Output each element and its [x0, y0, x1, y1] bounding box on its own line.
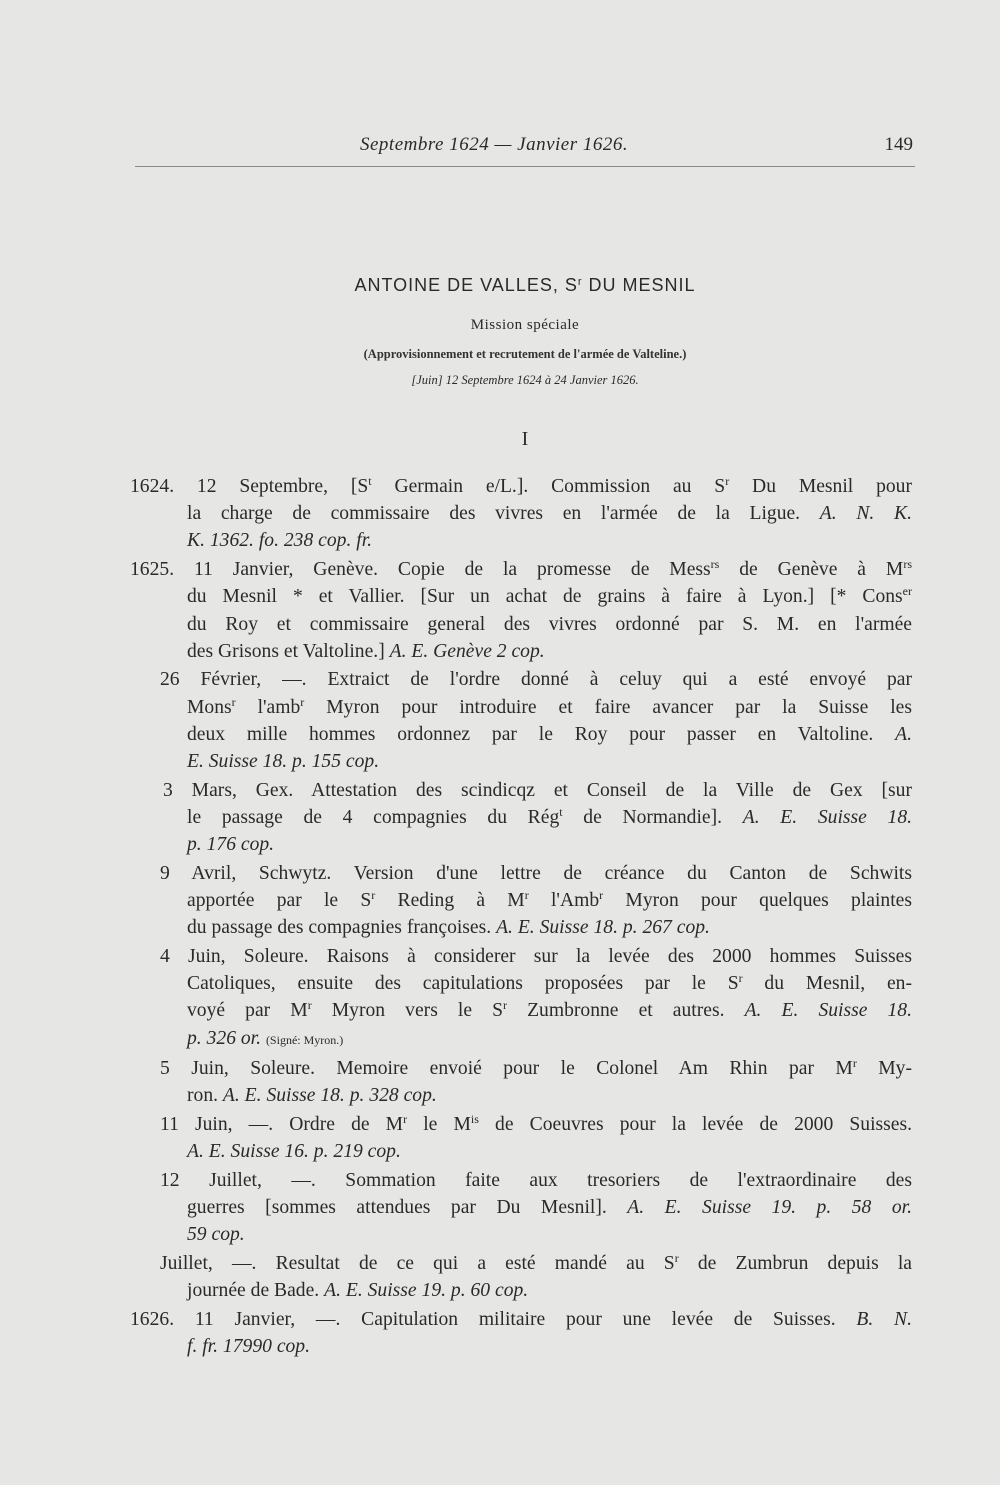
entry-line: voyé par $M^r$ Myron vers le $S^r$ Zumbronne et autres. A. E. Suisse 18.	[187, 998, 912, 1022]
entry-list	[130, 473, 912, 1362]
entry-line: la charge de commissaire des vivres en l'armée de la Ligue. A. N. K.	[187, 503, 912, 525]
running-title: Septembre 1624 — Janvier 1626.	[360, 134, 629, 155]
entry	[130, 1111, 912, 1165]
entry-line: 12 Juillet, —. Sommation faite aux tresoriers de l'extraordinaire des	[160, 1170, 912, 1192]
entry-line: 26 Février, —. Extraict de l'ordre donné à celuy qui a esté envoyé par	[160, 669, 912, 691]
entry-line: 9 Avril, Schwytz. Version d'une lettre de créance du Canton de Schwits	[160, 862, 912, 884]
entry-line: apportée par le $S^r$ Reding à $M^r$ l'Amb$^r$ Myron pour quelques plaintes	[187, 888, 912, 912]
entry	[130, 1055, 912, 1109]
entry-line: du Roy et commissaire general des vivres ordonné par S. M. en l'armée	[187, 613, 912, 635]
main-heading	[135, 270, 915, 300]
entry-line: 1625. 11 Janvier, Genève. Copie de la promesse de Mess$^{rs}$ de Genève à $M^{rs}$	[130, 557, 912, 581]
entry	[130, 556, 912, 665]
entry-line: ron. A. E. Suisse 18. p. 328 cop.	[187, 1085, 437, 1107]
entry	[130, 1306, 912, 1360]
entry-line: des Grisons et Valtoline.] A. E. Genève 2 cop.	[187, 640, 545, 662]
entry-line: deux mille hommes ordonnez par le Roy pour passer en Valtoline. A.	[187, 723, 912, 745]
entry	[130, 473, 912, 555]
running-header	[135, 130, 915, 167]
main-heading-part: ANTOINE DE VALLES, S	[354, 275, 578, 295]
entry	[130, 860, 912, 942]
entry	[130, 666, 912, 775]
entry-line: du passage des compagnies françoises. A. E. Suisse 18. p. 267 cop.	[187, 917, 710, 939]
entry-line: f. fr. 17990 cop.	[187, 1336, 311, 1358]
entry-line: 3 Mars, Gex. Attestation des scindicqz et Conseil de la Ville de Gex [sur	[163, 779, 912, 801]
entry-line: journée de Bade. A. E. Suisse 19. p. 60 cop.	[187, 1280, 529, 1302]
entry-line: du Mesnil * et Vallier. [Sur un achat de grains à faire à Lyon.] [* Cons$^{er}$	[187, 584, 912, 608]
entry	[130, 1250, 912, 1304]
entry	[130, 777, 912, 859]
entry-line: 4 Juin, Soleure. Raisons à considerer sur la levée des 2000 hommes Suisses	[160, 945, 912, 967]
entry-line: Juillet, —. Resultat de ce qui a esté mandé au $S^r$ de Zumbrun depuis la	[160, 1251, 912, 1275]
entry-line: 11 Juin, —. Ordre de $M^r$ le $M^{is}$ de Coeuvres pour la levée de 2000 Suisses.	[160, 1112, 912, 1136]
main-heading-sup: r	[577, 276, 583, 288]
sub-note: (Approvisionnement et recrutement de l'armée de Valteline.)	[363, 347, 687, 361]
entry	[130, 1167, 912, 1249]
entry-line: 1624. 12 Septembre, [$S^t$ Germain e/L.]. Commission au $S^r$ Du Mesnil pour	[130, 474, 912, 497]
entry-line: Mons$^r$ l'amb$^r$ Myron pour introduire et faire avancer par la Suisse les	[187, 694, 912, 718]
heading-block	[135, 270, 915, 390]
entry-line: 5 Juin, Soleure. Memoire envoié pour le Colonel Am Rhin par $M^r$ My-	[160, 1056, 912, 1080]
page-number: 149	[884, 134, 913, 155]
date-range: [Juin] 12 Septembre 1624 à 24 Janvier 1626.	[411, 373, 639, 387]
entry-line: p. 326 or. (Signé: Myron.)	[187, 1027, 344, 1049]
entry-line: E. Suisse 18. p. 155 cop.	[187, 751, 380, 773]
main-heading-rest: DU MESNIL	[582, 275, 696, 295]
entry-line: A. E. Suisse 16. p. 219 cop.	[187, 1141, 401, 1163]
entry	[130, 943, 912, 1054]
entry-line: Catoliques, ensuite des capitulations proposées par le $S^r$ du Mesnil, en-	[187, 971, 912, 995]
entry-line: 1626. 11 Janvier, —. Capitulation militaire pour une levée de Suisses. B. N.	[130, 1309, 913, 1331]
section-number: I	[521, 428, 529, 450]
entry-line: guerres [sommes attendues par Du Mesnil]. A. E. Suisse 19. p. 58 or.	[187, 1197, 912, 1219]
entry-line: 59 cop.	[187, 1224, 245, 1246]
entry-line: le passage de 4 compagnies du Rég$^t$ de Normandie]. A. E. Suisse 18.	[187, 804, 913, 828]
entry-line: p. 176 cop.	[187, 834, 275, 856]
entry-line: K. 1362. fo. 238 cop. fr.	[187, 530, 373, 552]
sub-heading: Mission spéciale	[470, 317, 580, 333]
